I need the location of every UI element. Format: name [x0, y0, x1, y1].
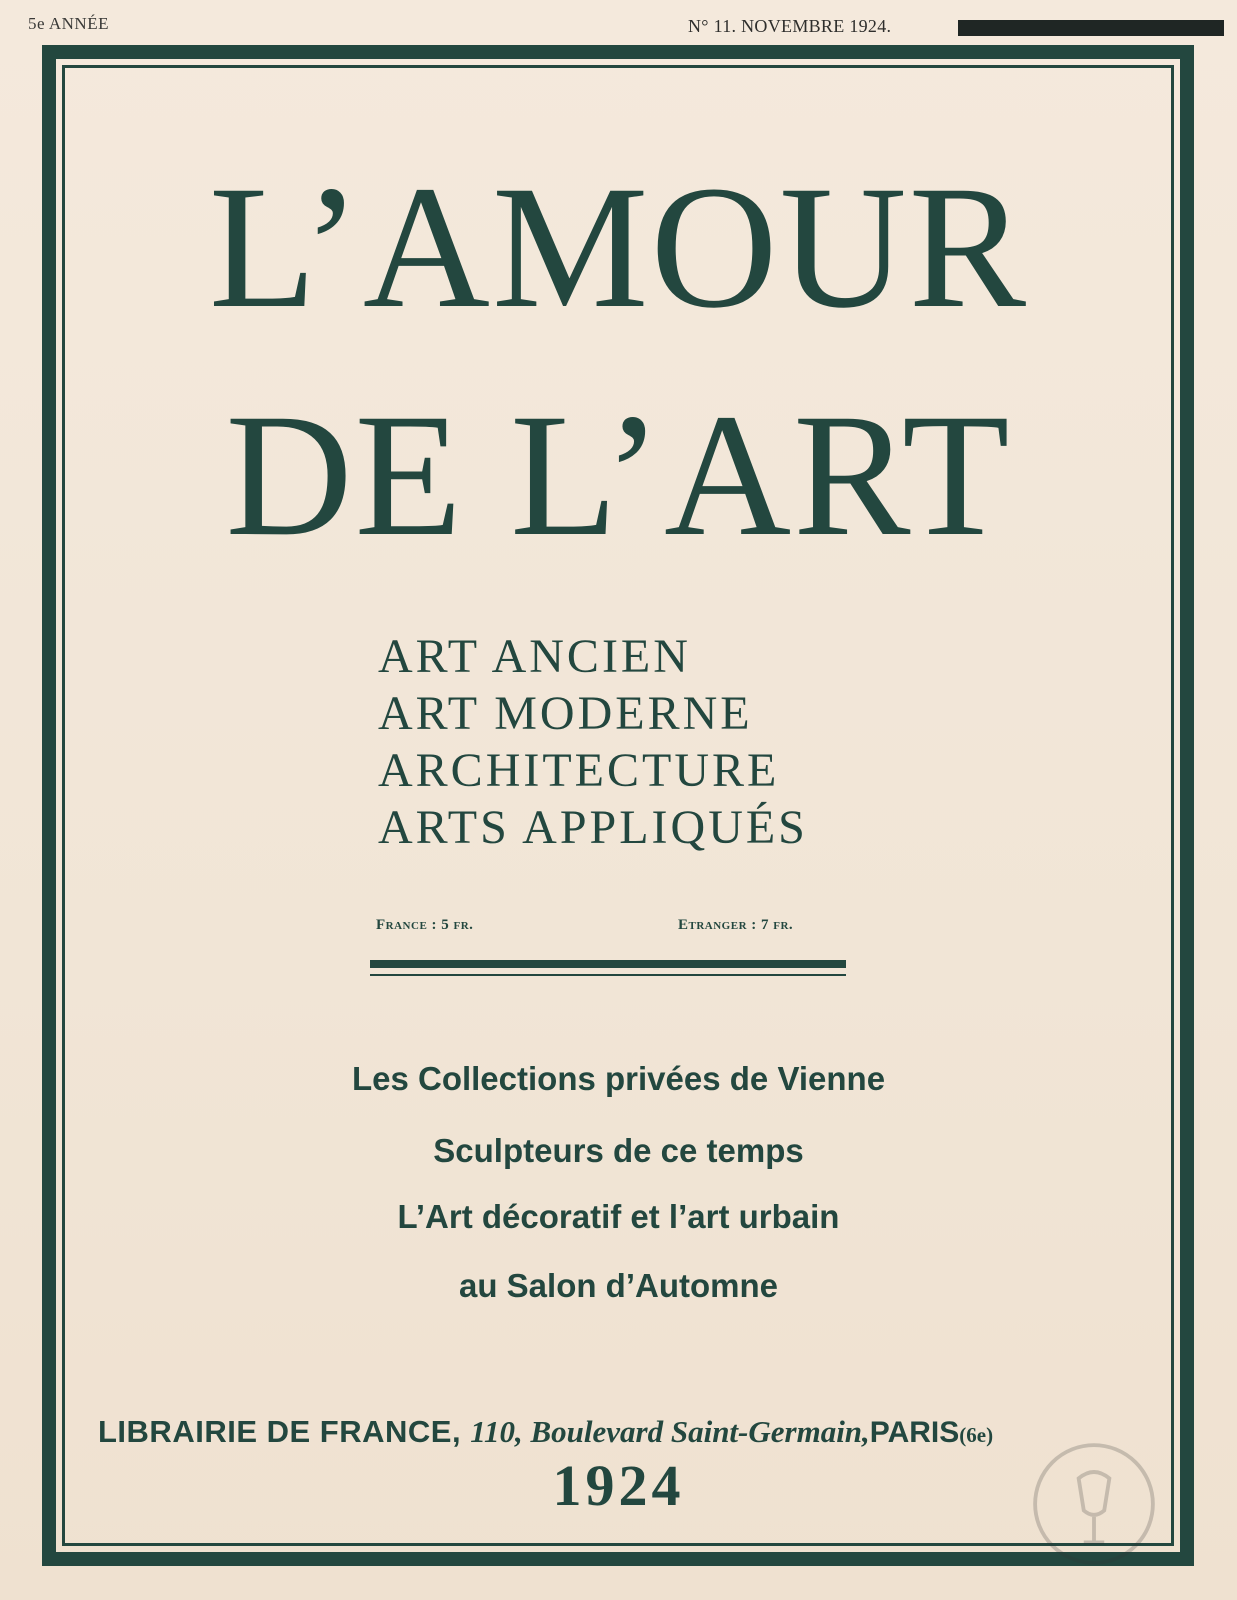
publisher-arrondissement: (6e) — [959, 1423, 994, 1447]
subject-item: ART MODERNE — [378, 687, 753, 740]
title-line-2: DE L’ART — [225, 378, 1012, 573]
subject-item: ARCHITECTURE — [378, 744, 780, 797]
volume-label: 5e ANNÉE — [28, 14, 109, 33]
publisher-city: PARIS — [869, 1416, 960, 1449]
publisher-line: LIBRAIRIE DE FRANCE, 110, Boulevard Saint-Germain,PARIS(6e) — [98, 1414, 994, 1449]
price-france: France : 5 fr. — [376, 917, 474, 933]
library-stamp-icon — [1030, 1440, 1158, 1568]
contents-line: Les Collections privées de Vienne — [351, 1060, 886, 1097]
contents-line: Sculpteurs de ce temps — [433, 1132, 804, 1169]
publisher-address: 110, Boulevard Saint-Germain, — [470, 1414, 870, 1449]
contents-line: L’Art décoratif et l’art urbain — [397, 1198, 840, 1235]
title-line-1: L’AMOUR — [208, 150, 1029, 345]
contents-line: au Salon d’Automne — [458, 1267, 778, 1304]
subjects-list — [378, 628, 808, 856]
subject-item: ART ANCIEN — [378, 630, 691, 683]
divider-thin — [370, 974, 846, 976]
publisher-name: LIBRAIRIE DE FRANCE — [98, 1414, 452, 1449]
header-bar — [958, 20, 1224, 36]
issue-label: N° 11. NOVEMBRE 1924. — [688, 16, 892, 36]
subject-item: ARTS APPLIQUÉS — [378, 801, 808, 854]
divider-thick — [370, 960, 846, 968]
publication-year: 1924 — [552, 1453, 685, 1518]
price-etranger: Etranger : 7 fr. — [678, 917, 794, 933]
